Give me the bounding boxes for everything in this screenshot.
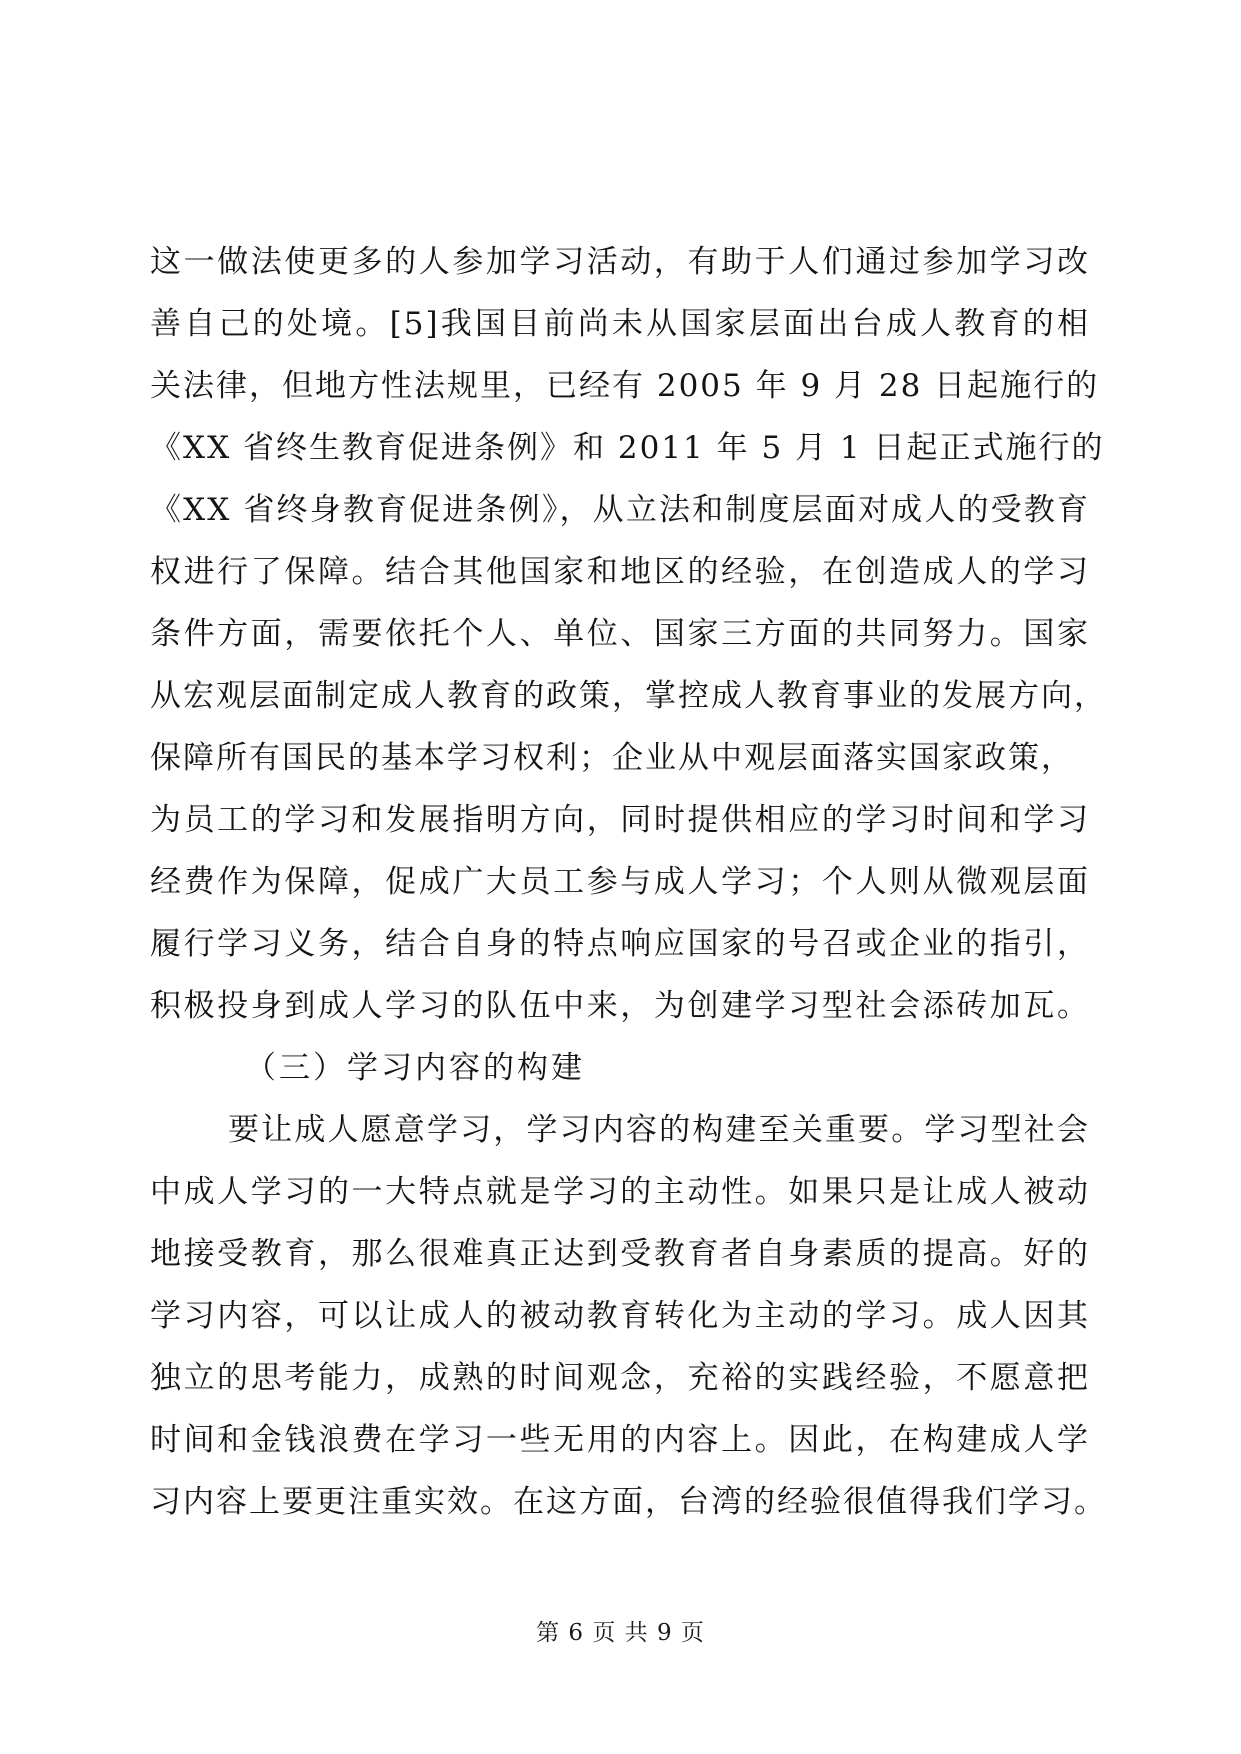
body-line: 独立的思考能力，成熟的时间观念，充裕的实践经验，不愿意把 [150, 1360, 1090, 1396]
body-line: 地接受教育，那么很难真正达到受教育者自身素质的提高。好的 [150, 1236, 1090, 1272]
page-number-footer: 第 6 页 共 9 页 [536, 1620, 705, 1646]
body-line: 《XX 省终身教育促进条例》，从立法和制度层面对成人的受教育 [150, 492, 1090, 528]
document-body [150, 231, 1107, 1533]
body-line: 善自己的处境。[5]我国目前尚未从国家层面出台成人教育的相 [150, 306, 1090, 342]
body-line: 积极投身到成人学习的队伍中来，为创建学习型社会添砖加瓦。 [150, 988, 1090, 1024]
body-line: 权进行了保障。结合其他国家和地区的经验，在创造成人的学习 [150, 554, 1090, 590]
body-line: 习内容上要更注重实效。在这方面，台湾的经验很值得我们学习。 [150, 1484, 1107, 1520]
body-line: 这一做法使更多的人参加学习活动，有助于人们通过参加学习改 [150, 244, 1090, 280]
body-line: 时间和金钱浪费在学习一些无用的内容上。因此，在构建成人学 [150, 1422, 1090, 1458]
section-heading: （三）学习内容的构建 [245, 1050, 585, 1086]
body-line: 保障所有国民的基本学习权利；企业从中观层面落实国家政策， [150, 740, 1074, 776]
body-line: 为员工的学习和发展指明方向，同时提供相应的学习时间和学习 [150, 802, 1090, 838]
paragraph-first-line: 要让成人愿意学习，学习内容的构建至关重要。学习型社会 [228, 1112, 1090, 1148]
body-line: 经费作为保障，促成广大员工参与成人学习；个人则从微观层面 [150, 864, 1090, 900]
body-line: 《XX 省终生教育促进条例》和 2011 年 5 月 1 日起正式施行的 [150, 430, 1105, 466]
body-line: 从宏观层面制定成人教育的政策，掌控成人教育事业的发展方向， [150, 678, 1107, 714]
body-line: 关法律，但地方性法规里，已经有 2005 年 9 月 28 日起施行的 [150, 368, 1100, 404]
body-line: 条件方面，需要依托个人、单位、国家三方面的共同努力。国家 [150, 616, 1090, 652]
body-line: 中成人学习的一大特点就是学习的主动性。如果只是让成人被动 [150, 1174, 1090, 1210]
body-line: 学习内容，可以让成人的被动教育转化为主动的学习。成人因其 [150, 1298, 1090, 1334]
body-line: 履行学习义务，结合自身的特点响应国家的号召或企业的指引， [150, 926, 1090, 962]
